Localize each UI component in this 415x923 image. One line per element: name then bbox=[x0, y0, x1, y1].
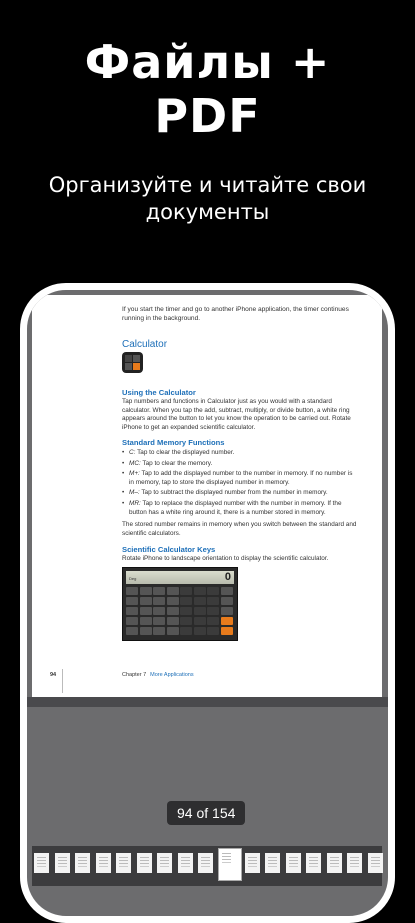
calculator-display-value: 0 bbox=[224, 571, 231, 583]
calculator-key bbox=[194, 587, 206, 595]
calculator-heading: Calculator bbox=[122, 339, 168, 350]
calculator-key bbox=[153, 597, 165, 605]
list-item: • C: Tap to clear the displayed number. bbox=[122, 449, 357, 458]
thumbnail-page[interactable] bbox=[368, 853, 383, 873]
scientific-keys-heading: Scientific Calculator Keys bbox=[122, 545, 216, 554]
calculator-key bbox=[140, 597, 152, 605]
scientific-calculator-image bbox=[122, 567, 238, 641]
calculator-key bbox=[207, 627, 219, 635]
calculator-key bbox=[153, 617, 165, 625]
thumbnail-page[interactable] bbox=[327, 853, 342, 873]
thumbnail-page[interactable] bbox=[347, 853, 362, 873]
thumbnail-page[interactable] bbox=[265, 853, 280, 873]
calculator-key bbox=[140, 607, 152, 615]
page-separator bbox=[27, 697, 388, 707]
calculator-key bbox=[221, 617, 233, 625]
thumbnail-page[interactable] bbox=[116, 853, 131, 873]
calculator-key bbox=[167, 627, 179, 635]
calculator-key bbox=[126, 617, 138, 625]
footer-chapter bbox=[122, 672, 194, 678]
thumbnail-current-page[interactable] bbox=[219, 849, 241, 880]
scientific-keys-paragraph: Rotate iPhone to landscape orientation to display the scientific calculator. bbox=[122, 555, 329, 562]
list-item: • MC: Tap to clear the memory. bbox=[122, 460, 357, 469]
calculator-key bbox=[140, 617, 152, 625]
calculator-key bbox=[207, 607, 219, 615]
calculator-key bbox=[207, 597, 219, 605]
pdf-page[interactable] bbox=[32, 295, 382, 697]
headline-line-2: PDF bbox=[154, 89, 261, 143]
thumbnail-page[interactable] bbox=[96, 853, 111, 873]
headline bbox=[0, 35, 415, 143]
calculator-key bbox=[167, 587, 179, 595]
calculator-key bbox=[221, 607, 233, 615]
calculator-app-icon bbox=[122, 352, 143, 373]
calculator-key bbox=[140, 587, 152, 595]
thumbnail-page[interactable] bbox=[245, 853, 260, 873]
stored-number-paragraph: The stored number remains in memory when you switch between the standard and scientific calculators. bbox=[122, 521, 357, 537]
using-calculator-heading: Using the Calculator bbox=[122, 388, 196, 397]
calculator-key bbox=[194, 617, 206, 625]
thumbnail-page[interactable] bbox=[286, 853, 301, 873]
calculator-key bbox=[180, 607, 192, 615]
footer-chapter-link[interactable]: More Applications bbox=[150, 672, 194, 678]
calculator-key bbox=[180, 587, 192, 595]
page-counter: 94 of 154 bbox=[167, 801, 245, 825]
calculator-key bbox=[126, 597, 138, 605]
calculator-key bbox=[126, 607, 138, 615]
thumbnail-page[interactable] bbox=[178, 853, 193, 873]
calculator-key bbox=[140, 627, 152, 635]
subheadline-line-1: Организуйте и читайте свои bbox=[48, 173, 367, 197]
calculator-key bbox=[194, 607, 206, 615]
calculator-key bbox=[180, 617, 192, 625]
list-item: • M–: Tap to subtract the displayed number from the number in memory. bbox=[122, 489, 357, 498]
calculator-key bbox=[167, 617, 179, 625]
memory-functions-list bbox=[122, 449, 357, 519]
list-item: • MR: Tap to replace the displayed number with the number in memory. If the button has a white ring around it, there is a number stored in memory. bbox=[122, 500, 357, 517]
using-calculator-paragraph: Tap numbers and functions in Calculator just as you would with a standard calculator. When you tap the add, subtract, multiply, or divide button, a white ring appears around the button to let you know the operation to be carried out. Rotate iPhone to get an expanded scientific calculator. bbox=[122, 398, 351, 431]
headline-line-1: Файлы + bbox=[84, 35, 331, 89]
thumbnail-page[interactable] bbox=[157, 853, 172, 873]
calculator-key bbox=[207, 587, 219, 595]
calculator-keypad bbox=[126, 587, 234, 637]
footer-page-number: 94 bbox=[50, 672, 57, 678]
calculator-key bbox=[194, 627, 206, 635]
calculator-key bbox=[221, 587, 233, 595]
thumbnail-scrubber[interactable] bbox=[32, 846, 382, 886]
calculator-key bbox=[221, 597, 233, 605]
thumbnail-page[interactable] bbox=[75, 853, 90, 873]
thumbnail-page[interactable] bbox=[137, 853, 152, 873]
calculator-key bbox=[126, 587, 138, 595]
thumbnail-page[interactable] bbox=[34, 853, 49, 873]
subheadline-line-2: документы bbox=[145, 200, 270, 224]
list-item: • M+: Tap to add the displayed number to the number in memory. If no number is in memory, tap to store the displayed number in memory. bbox=[122, 470, 357, 487]
calculator-key bbox=[126, 627, 138, 635]
calculator-key bbox=[180, 627, 192, 635]
calculator-key bbox=[153, 607, 165, 615]
thumbnail-page[interactable] bbox=[198, 853, 213, 873]
device-frame bbox=[20, 283, 395, 923]
memory-functions-heading: Standard Memory Functions bbox=[122, 438, 225, 447]
calculator-key bbox=[167, 607, 179, 615]
subheadline bbox=[0, 172, 415, 226]
calculator-key bbox=[207, 617, 219, 625]
thumbnail-page[interactable] bbox=[306, 853, 321, 873]
thumbnail-page[interactable] bbox=[55, 853, 70, 873]
calculator-key bbox=[221, 627, 233, 635]
calculator-key bbox=[180, 597, 192, 605]
calculator-key bbox=[153, 587, 165, 595]
footer-divider bbox=[62, 669, 63, 693]
calculator-key bbox=[167, 597, 179, 605]
footer-chapter-label: Chapter 7 bbox=[122, 672, 147, 678]
calculator-display bbox=[126, 571, 234, 584]
intro-paragraph: If you start the timer and go to another iPhone application, the timer continues running in the background. bbox=[122, 306, 349, 322]
calculator-key bbox=[194, 597, 206, 605]
calculator-key bbox=[153, 627, 165, 635]
calculator-mode-label: Deg bbox=[129, 576, 137, 581]
